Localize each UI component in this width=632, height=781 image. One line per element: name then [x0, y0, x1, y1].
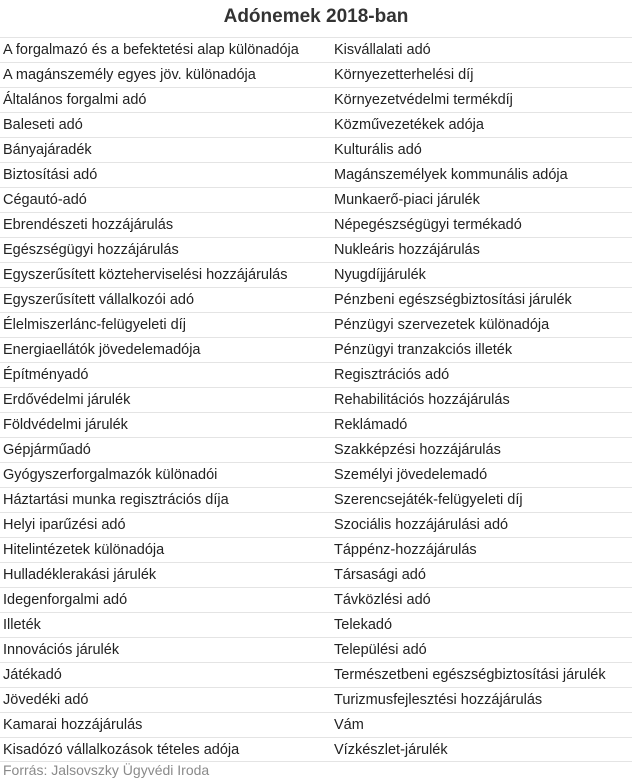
table-row — [0, 87, 632, 112]
table-row — [0, 112, 632, 137]
table-cell-right: Közművezetékek adója — [334, 117, 484, 133]
table-cell-left: Idegenforgalmi adó — [3, 592, 128, 608]
tax-table — [0, 37, 632, 762]
table-cell-right: Regisztrációs adó — [334, 367, 450, 383]
table-row — [0, 437, 632, 462]
table-cell-right: Szociális hozzájárulási adó — [334, 517, 509, 533]
table-cell-right: Környezetvédelmi termékdíj — [334, 92, 513, 108]
table-row — [0, 537, 632, 562]
table-row — [0, 37, 632, 62]
table-cell-left: Innovációs járulék — [3, 642, 120, 658]
table-cell-left: Egyszerűsített vállalkozói adó — [3, 292, 195, 308]
table-cell-right: Vízkészlet-járulék — [334, 742, 448, 758]
table-row — [0, 262, 632, 287]
table-cell-left: Földvédelmi járulék — [3, 417, 128, 433]
table-cell-left: Ebrendészeti hozzájárulás — [3, 217, 174, 233]
table-cell-right: Rehabilitációs hozzájárulás — [334, 392, 510, 408]
table-row — [0, 212, 632, 237]
table-row — [0, 487, 632, 512]
table-cell-left: Élelmiszerlánc-felügyeleti díj — [3, 317, 186, 333]
table-row — [0, 387, 632, 412]
table-cell-right: Pénzügyi tranzakciós illeték — [334, 342, 513, 358]
table-cell-right: Pénzbeni egészségbiztosítási járulék — [334, 292, 572, 308]
table-cell-right: Táppénz-hozzájárulás — [334, 542, 477, 558]
table-cell-left: Illeték — [3, 617, 41, 633]
table-cell-right: Távközlési adó — [334, 592, 431, 608]
table-row — [0, 362, 632, 387]
table-cell-right: Nukleáris hozzájárulás — [334, 242, 480, 258]
table-cell-left: Energiaellátók jövedelemadója — [3, 342, 201, 358]
table-row — [0, 62, 632, 87]
table-row — [0, 512, 632, 537]
table-cell-right: Természetbeni egészségbiztosítási járulék — [334, 667, 606, 683]
table-cell-right: Kulturális adó — [334, 142, 422, 158]
table-row — [0, 337, 632, 362]
table-cell-right: Népegészségügyi termékadó — [334, 217, 522, 233]
table-row — [0, 137, 632, 162]
table-cell-left: Egészségügyi hozzájárulás — [3, 242, 179, 258]
table-cell-left: Általános forgalmi adó — [3, 92, 147, 108]
table-cell-left: Egyszerűsített közteherviselési hozzájárulás — [3, 267, 288, 283]
table-cell-left: Építményadó — [3, 367, 89, 383]
table-row — [0, 312, 632, 337]
table-cell-right: Környezetterhelési díj — [334, 67, 474, 83]
table-cell-right: Szerencsejáték-felügyeleti díj — [334, 492, 523, 508]
table-cell-right: Reklámadó — [334, 417, 408, 433]
table-cell-left: Háztartási munka regisztrációs díja — [3, 492, 229, 508]
table-cell-right: Települési adó — [334, 642, 427, 658]
table-cell-left: Kamarai hozzájárulás — [3, 717, 143, 733]
table-row — [0, 562, 632, 587]
table-cell-right: Vám — [334, 717, 364, 733]
table-row — [0, 587, 632, 612]
source-note: Forrás: Jalsovszky Ügyvédi Iroda — [3, 762, 210, 778]
table-cell-left: Hulladéklerakási járulék — [3, 567, 157, 583]
table-cell-right: Társasági adó — [334, 567, 426, 583]
table-cell-right: Telekadó — [334, 617, 393, 633]
table-row — [0, 412, 632, 437]
table-cell-left: Erdővédelmi járulék — [3, 392, 131, 408]
table-cell-left: Biztosítási adó — [3, 167, 98, 183]
table-cell-right: Turizmusfejlesztési hozzájárulás — [334, 692, 543, 708]
table-row — [0, 162, 632, 187]
table-cell-left: Gépjárműadó — [3, 442, 91, 458]
table-row — [0, 187, 632, 212]
table-row — [0, 737, 632, 762]
table-cell-right: Magánszemélyek kommunális adója — [334, 167, 568, 183]
table-row — [0, 687, 632, 712]
table-cell-right: Személyi jövedelemadó — [334, 467, 488, 483]
table-cell-left: Baleseti adó — [3, 117, 83, 133]
table-row — [0, 712, 632, 737]
table-cell-right: Pénzügyi szervezetek különadója — [334, 317, 550, 333]
table-cell-right: Kisvállalati adó — [334, 42, 431, 58]
table-cell-left: Bányajáradék — [3, 142, 92, 158]
table-cell-right: Munkaerő-piaci járulék — [334, 192, 480, 208]
table-cell-left: A magánszemély egyes jöv. különadója — [3, 67, 256, 83]
table-row — [0, 287, 632, 312]
table-cell-left: Cégautó-adó — [3, 192, 87, 208]
page-title: Adónemek 2018-ban — [223, 6, 409, 27]
table-cell-right: Nyugdíjjárulék — [334, 267, 426, 283]
table-cell-left: Helyi iparűzési adó — [3, 517, 126, 533]
table-row — [0, 662, 632, 687]
table-cell-left: Jövedéki adó — [3, 692, 89, 708]
table-row — [0, 462, 632, 487]
table-row — [0, 612, 632, 637]
table-cell-left: Hitelintézetek különadója — [3, 542, 165, 558]
table-cell-left: Gyógyszerforgalmazók különadói — [3, 467, 218, 483]
table-cell-left: Játékadó — [3, 667, 62, 683]
table-cell-left: Kisadózó vállalkozások tételes adója — [3, 742, 240, 758]
table-cell-left: A forgalmazó és a befektetési alap különadója — [3, 42, 299, 58]
table-cell-right: Szakképzési hozzájárulás — [334, 442, 501, 458]
table-row — [0, 637, 632, 662]
table-row — [0, 237, 632, 262]
